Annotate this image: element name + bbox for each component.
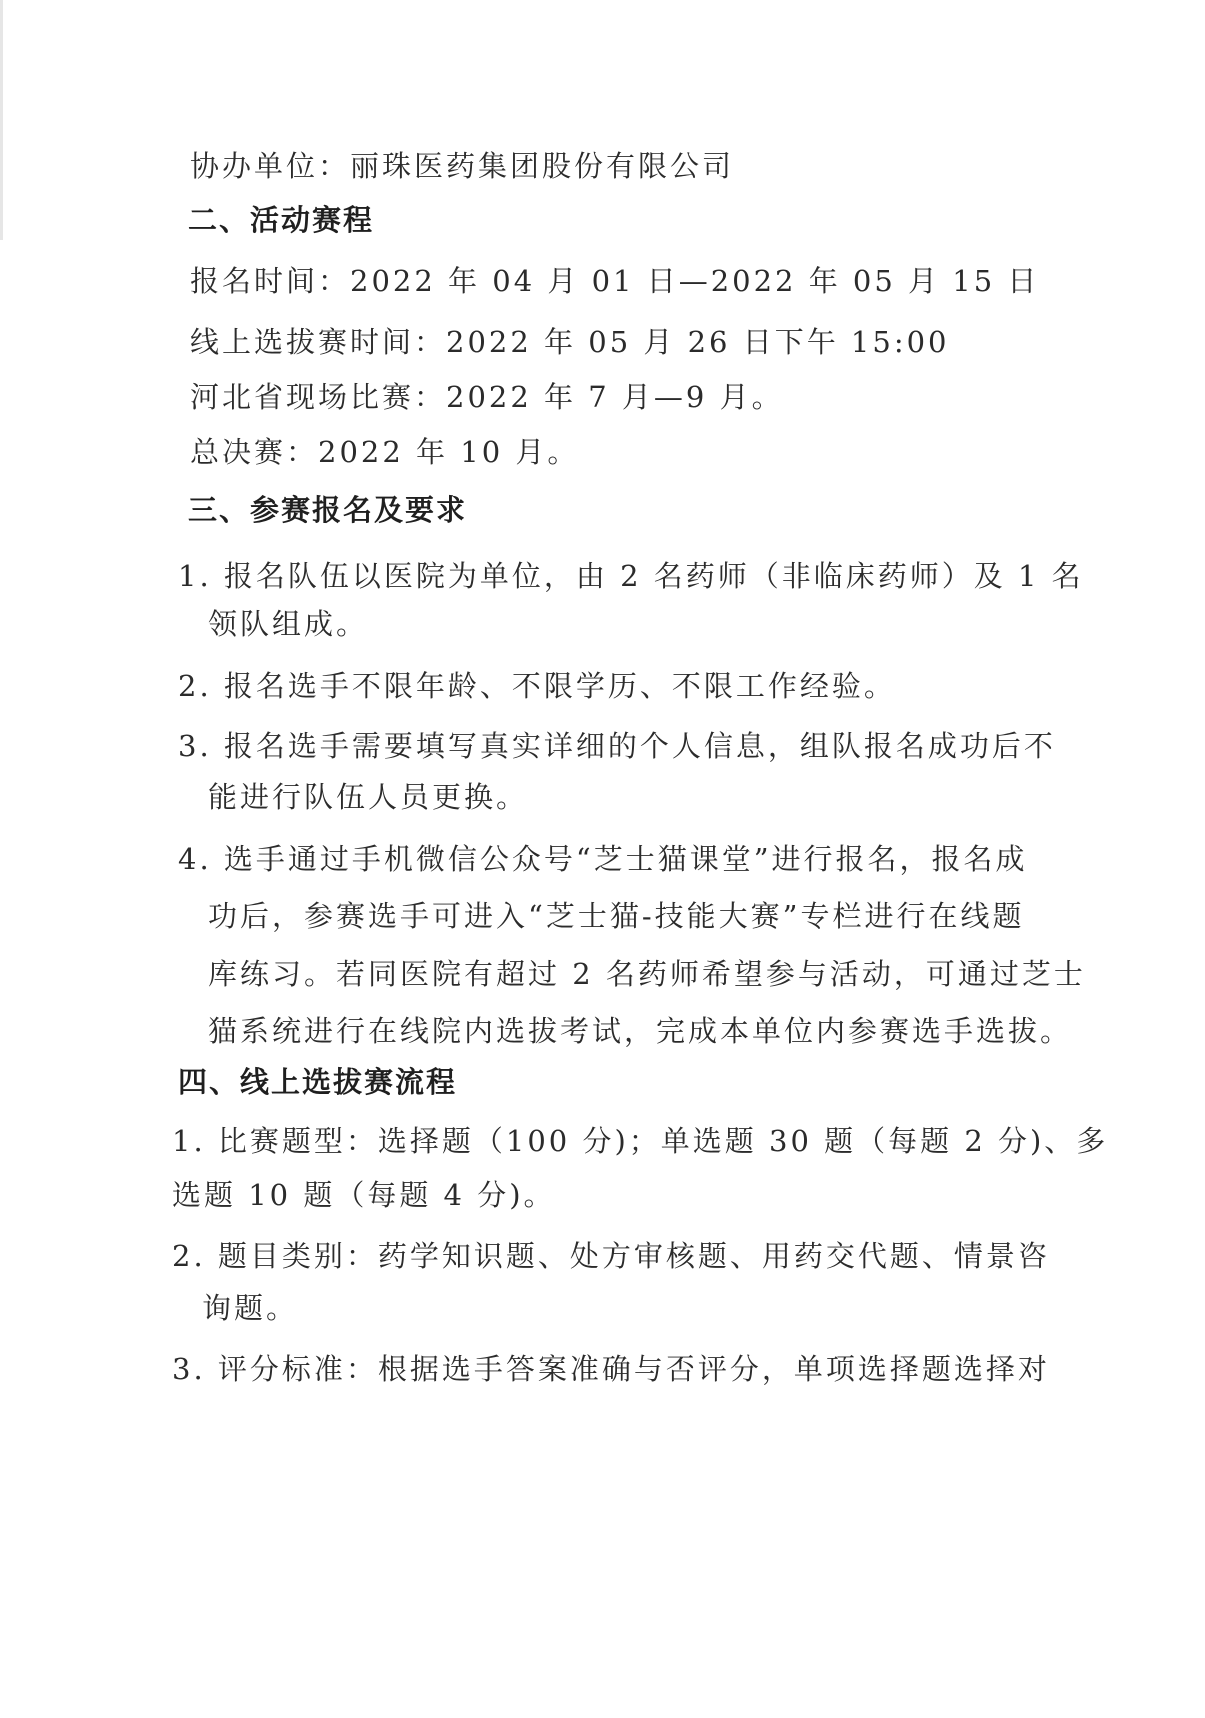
requirement-2-line-1: 2. 报名选手不限年龄、不限学历、不限工作经验。: [178, 669, 896, 703]
organizer-line: 协办单位：丽珠医药集团股份有限公司: [190, 149, 735, 183]
requirement-4-line-3: 库练习。若同医院有超过 2 名药师希望参与活动，可通过芝士: [208, 957, 1086, 991]
process-1-line-1: 1. 比赛题型：选择题（100 分)；单选题 30 题（每题 2 分)、多: [172, 1124, 1109, 1158]
process-1-line-2: 选题 10 题（每题 4 分)。: [172, 1178, 556, 1212]
requirement-3-line-1: 3. 报名选手需要填写真实详细的个人信息，组队报名成功后不: [178, 729, 1056, 763]
schedule-line-online-selection: 线上选拔赛时间：2022 年 05 月 26 日下午 15:00: [190, 325, 950, 359]
requirement-4-line-2: 功后，参赛选手可进入“芝士猫-技能大赛”专栏进行在线题: [208, 899, 1025, 933]
process-2-line-1: 2. 题目类别：药学知识题、处方审核题、用药交代题、情景咨: [172, 1239, 1050, 1273]
schedule-line-registration: 报名时间：2022 年 04 月 01 日—2022 年 05 月 15 日: [190, 264, 1040, 298]
section-heading-requirements: 三、参赛报名及要求: [188, 493, 468, 527]
section-heading-schedule: 二、活动赛程: [188, 203, 375, 237]
schedule-line-final: 总决赛：2022 年 10 月。: [190, 435, 580, 469]
section-heading-online-process: 四、线上选拔赛流程: [178, 1065, 458, 1099]
requirement-4-line-1: 4. 选手通过手机微信公众号“芝士猫课堂”进行报名，报名成: [178, 842, 1028, 876]
requirement-3-line-2: 能进行队伍人员更换。: [208, 780, 529, 814]
requirement-1-line-1: 1. 报名队伍以医院为单位，由 2 名药师（非临床药师）及 1 名: [178, 559, 1084, 593]
process-3-line-1: 3. 评分标准：根据选手答案准确与否评分，单项选择题选择对: [172, 1352, 1050, 1386]
requirement-1-line-2: 领队组成。: [208, 607, 369, 641]
requirement-4-line-4: 猫系统进行在线院内选拔考试，完成本单位内参赛选手选拔。: [208, 1014, 1073, 1048]
scan-edge-shadow: [0, 0, 3, 240]
schedule-line-onsite-competition: 河北省现场比赛：2022 年 7 月—9 月。: [190, 380, 784, 414]
process-2-line-2: 询题。: [202, 1291, 299, 1325]
